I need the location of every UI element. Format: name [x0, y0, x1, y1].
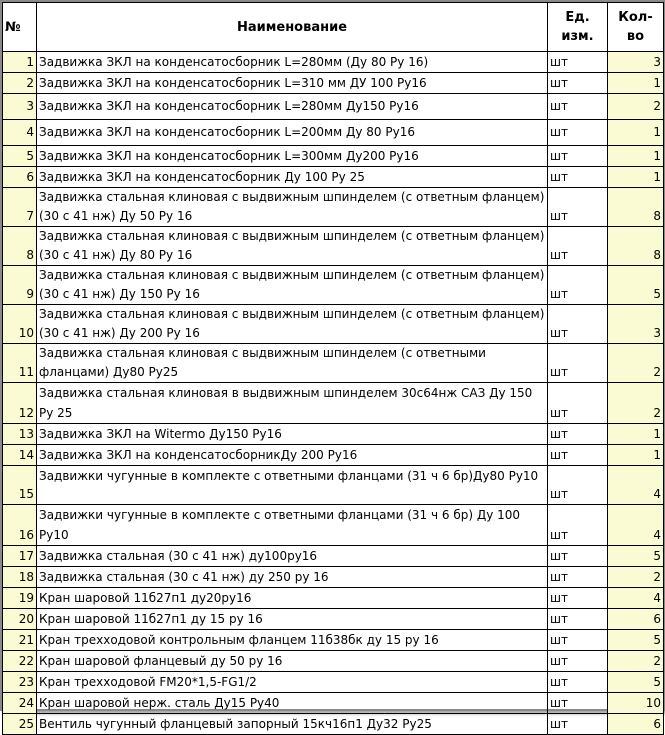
table-row: [3, 146, 664, 167]
row-number: 4: [3, 120, 37, 146]
table-row: [3, 383, 664, 424]
row-unit: шт: [548, 188, 608, 227]
row-qty: 5: [608, 546, 664, 567]
row-number: 17: [3, 546, 37, 567]
row-number: 1: [3, 52, 37, 73]
row-qty: 2: [608, 344, 664, 383]
row-unit: шт: [548, 546, 608, 567]
row-number: 14: [3, 445, 37, 466]
row-unit: шт: [548, 73, 608, 94]
row-qty: 1: [608, 424, 664, 445]
row-number: 9: [3, 266, 37, 305]
table-row: [3, 424, 664, 445]
table-row: [3, 588, 664, 609]
row-qty: 1: [608, 445, 664, 466]
row-number: 8: [3, 227, 37, 266]
table-row: [3, 505, 664, 546]
row-unit: шт: [548, 714, 608, 735]
row-qty: 10: [608, 693, 664, 714]
row-name: Задвижка стальная клиновая с выдвижным шпинделем (с ответным фланцем) (30 с 41 нж) Ду 80 Ру 16: [37, 227, 548, 266]
row-number: 23: [3, 672, 37, 693]
row-qty: 5: [608, 630, 664, 651]
table-row: [3, 266, 664, 305]
row-qty: 8: [608, 227, 664, 266]
row-unit: шт: [548, 466, 608, 505]
header-num: №: [3, 3, 37, 52]
row-qty: 1: [608, 73, 664, 94]
row-name: Задвижка стальная (30 с 41 нж) ду100ру16: [37, 546, 548, 567]
row-qty: 6: [608, 609, 664, 630]
table-row: [3, 120, 664, 146]
row-name: Задвижка ЗКЛ на конденсатосборник L=200мм Ду 80 Ру16: [37, 120, 548, 146]
row-number: 19: [3, 588, 37, 609]
table-row: [3, 546, 664, 567]
row-qty: 2: [608, 651, 664, 672]
row-number: 6: [3, 167, 37, 188]
row-unit: шт: [548, 266, 608, 305]
row-name: Задвижка ЗКЛ на конденсатосборник L=280мм Ду150 Ру16: [37, 94, 548, 120]
row-qty: 6: [608, 714, 664, 735]
row-unit: шт: [548, 146, 608, 167]
row-number: 25: [3, 714, 37, 735]
row-name: Задвижка стальная клиновая с выдвижным шпинделем (с ответным фланцем) (30 с 41 нж) Ду 50 Ру 16: [37, 188, 548, 227]
row-number: 12: [3, 383, 37, 424]
row-unit: шт: [548, 567, 608, 588]
row-unit: шт: [548, 505, 608, 546]
row-number: 16: [3, 505, 37, 546]
row-name: Задвижка стальная клиновая с выдвижным шпинделем (с ответным фланцем) (30 с 41 нж) Ду 200 Ру 16: [37, 305, 548, 344]
header-unit: Ед. изм.: [548, 3, 608, 52]
row-unit: шт: [548, 94, 608, 120]
row-number: 20: [3, 609, 37, 630]
row-name: Кран трехходовой FM20*1,5-FG1/2: [37, 672, 548, 693]
row-unit: шт: [548, 227, 608, 266]
table-row: [3, 305, 664, 344]
row-number: 2: [3, 73, 37, 94]
row-name: Задвижка стальная клиновая в выдвижным шпинделем 30с64нж САЗ Ду 150 Ру 25: [37, 383, 548, 424]
row-qty: 5: [608, 672, 664, 693]
table-row: [3, 445, 664, 466]
row-unit: шт: [548, 344, 608, 383]
row-qty: 4: [608, 466, 664, 505]
row-name: Задвижка ЗКЛ на конденсатосборник L=310 мм ДУ 100 Ру16: [37, 73, 548, 94]
row-unit: шт: [548, 445, 608, 466]
row-unit: шт: [548, 672, 608, 693]
header-qty: Кол-во: [608, 3, 664, 52]
row-name: Задвижка стальная клиновая с выдвижным шпинделем (с ответными фланцами) Ду80 Ру25: [37, 344, 548, 383]
row-unit: шт: [548, 609, 608, 630]
row-name: Задвижки чугунные в комплекте с ответными фланцами (31 ч 6 бр)Ду80 Ру10: [37, 466, 548, 505]
header-row: [3, 3, 664, 52]
row-name: Кран шаровой фланцевый ду 50 ру 16: [37, 651, 548, 672]
row-qty: 3: [608, 52, 664, 73]
row-qty: 1: [608, 146, 664, 167]
row-qty: 2: [608, 94, 664, 120]
row-qty: 5: [608, 266, 664, 305]
row-name: Кран шаровой 11б27п1 ду20ру16: [37, 588, 548, 609]
row-unit: шт: [548, 305, 608, 344]
row-name: Задвижка ЗКЛ на конденсатосборник Ду 100 Ру 25: [37, 167, 548, 188]
row-qty: 1: [608, 120, 664, 146]
table-row: [3, 714, 664, 735]
row-unit: шт: [548, 383, 608, 424]
row-qty: 2: [608, 567, 664, 588]
table-row: [3, 52, 664, 73]
row-unit: шт: [548, 588, 608, 609]
row-number: 7: [3, 188, 37, 227]
row-qty: 4: [608, 505, 664, 546]
row-number: 11: [3, 344, 37, 383]
row-unit: шт: [548, 167, 608, 188]
row-unit: шт: [548, 651, 608, 672]
row-qty: 1: [608, 167, 664, 188]
row-name: Задвижка стальная (30 с 41 нж) ду 250 ру 16: [37, 567, 548, 588]
items-table: [2, 2, 664, 735]
row-name: Задвижки чугунные в комплекте с ответными фланцами (31 ч 6 бр) Ду 100 Ру10: [37, 505, 548, 546]
row-name: Задвижка ЗКЛ на Witermo Ду150 Ру16: [37, 424, 548, 445]
row-number: 21: [3, 630, 37, 651]
row-name: Вентиль чугунный фланцевый запорный 15кч16п1 Ду32 Ру25: [37, 714, 548, 735]
row-unit: шт: [548, 693, 608, 714]
header-name: Наименование: [37, 3, 548, 52]
row-name: Задвижка стальная клиновая с выдвижным шпинделем (с ответным фланцем) (30 с 41 нж) Ду 150 Ру 16: [37, 266, 548, 305]
row-unit: шт: [548, 424, 608, 445]
row-qty: 8: [608, 188, 664, 227]
row-number: 18: [3, 567, 37, 588]
row-number: 5: [3, 146, 37, 167]
table-row: [3, 94, 664, 120]
table-row: [3, 167, 664, 188]
row-name: Кран шаровой нерж. сталь Ду15 Ру40: [37, 693, 548, 714]
row-qty: 3: [608, 305, 664, 344]
table-row: [3, 344, 664, 383]
row-name: Задвижка ЗКЛ на конденсатосборникДу 200 Ру16: [37, 445, 548, 466]
table-row: [3, 466, 664, 505]
row-number: 15: [3, 466, 37, 505]
row-name: Задвижка ЗКЛ на конденсатосборник L=300мм Ду200 Ру16: [37, 146, 548, 167]
table-row: [3, 651, 664, 672]
table-row: [3, 73, 664, 94]
row-unit: шт: [548, 120, 608, 146]
row-qty: 4: [608, 588, 664, 609]
row-unit: шт: [548, 630, 608, 651]
row-name: Задвижка ЗКЛ на конденсатосборник L=280мм (Ду 80 Ру 16): [37, 52, 548, 73]
row-qty: 2: [608, 383, 664, 424]
table-row: [3, 609, 664, 630]
table-row: [3, 693, 664, 714]
row-number: 24: [3, 693, 37, 714]
table-row: [3, 567, 664, 588]
table-row: [3, 630, 664, 651]
row-number: 13: [3, 424, 37, 445]
row-name: Кран трехходовой контрольным фланцем 11б38бк ду 15 ру 16: [37, 630, 548, 651]
row-name: Кран шаровой 11б27п1 ду 15 ру 16: [37, 609, 548, 630]
row-number: 10: [3, 305, 37, 344]
row-unit: шт: [548, 52, 608, 73]
table-row: [3, 672, 664, 693]
table-row: [3, 188, 664, 227]
row-number: 3: [3, 94, 37, 120]
row-number: 22: [3, 651, 37, 672]
table-row: [3, 227, 664, 266]
